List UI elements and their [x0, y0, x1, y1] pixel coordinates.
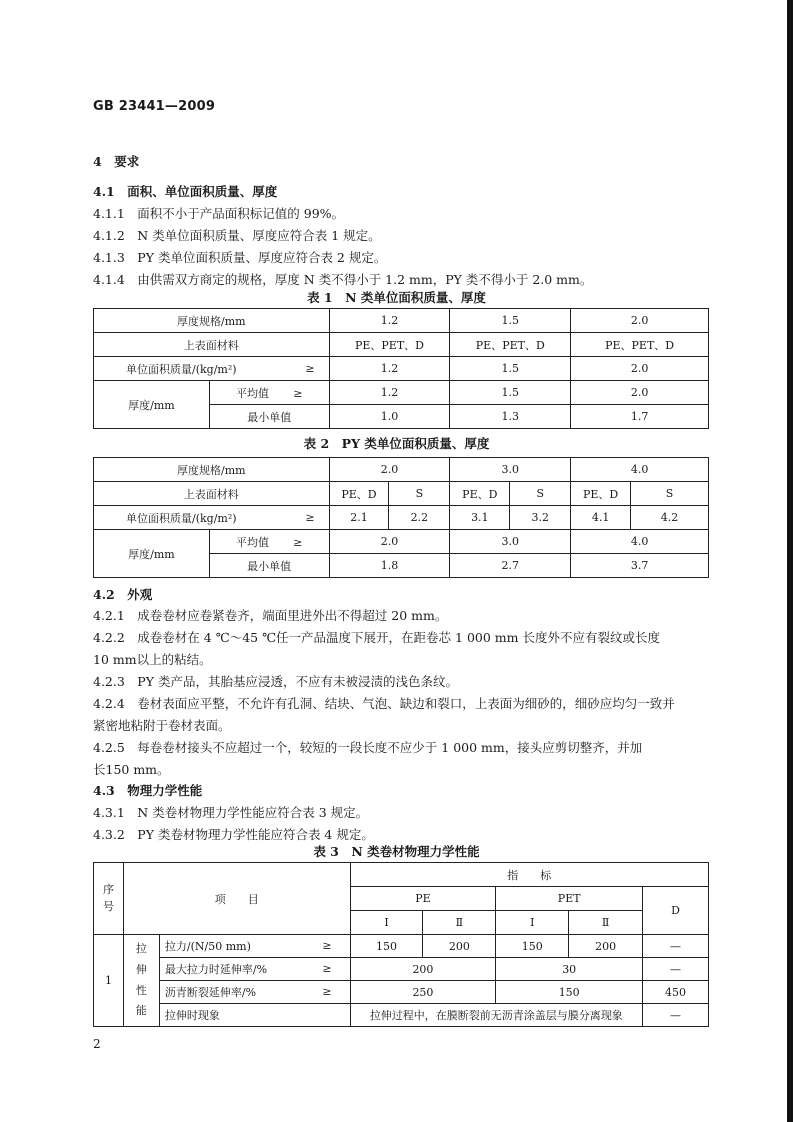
t3-cell: 拉伸过程中，在膜断裂前无沥青涂盖层与膜分离现象	[350, 1004, 643, 1027]
clause-4-2-5-cont: 长150 mm。	[93, 762, 170, 777]
t3-ge-sign: ≥	[322, 939, 332, 952]
t3-group-label	[123, 935, 159, 1027]
t3-cell: —	[643, 935, 709, 958]
t1-cell: PE、PET、D	[450, 333, 571, 357]
t1-ge-sign: ≥	[293, 386, 303, 400]
t3-cell: 200	[569, 935, 643, 958]
t3-grade-ii: Ⅱ	[569, 911, 643, 935]
standard-header: GB 23441—2009	[93, 99, 216, 114]
table-1	[93, 308, 709, 429]
clause-4-3-1: 4.3.1 N 类卷材物理力学性能应符合表 3 规定。	[93, 805, 369, 820]
t3-label-text: 拉力/(N/50 mm)	[164, 940, 251, 953]
t3-grade-i: Ⅰ	[496, 911, 569, 935]
t3-group-char: 伸	[135, 962, 147, 976]
t2-cell: S	[631, 482, 709, 506]
t3-label-text: 最大拉力时延伸率/%	[164, 963, 268, 976]
clause-4-2-4-cont: 紧密地粘附于卷材表面。	[93, 718, 231, 733]
section-4-1-title: 4.1 面积、单位面积质量、厚度	[93, 184, 278, 199]
t2-mass-text: 单位面积质量/(kg/m²)	[126, 511, 237, 525]
t3-grade-i: Ⅰ	[350, 911, 423, 935]
t3-seq-text: 序号	[102, 883, 114, 913]
t1-avg-label	[209, 381, 329, 405]
t2-cell: 3.0	[450, 530, 571, 554]
page-edge-bar	[787, 0, 793, 1122]
t2-cell: 2.0	[329, 458, 450, 482]
t2-cell: 2.7	[450, 554, 571, 578]
t1-cell: 2.0	[571, 381, 709, 405]
t2-ge-sign: ≥	[305, 511, 315, 524]
t2-cell: PE、D	[329, 482, 389, 506]
t2-cell: PE、D	[571, 482, 631, 506]
t3-cell: 450	[643, 981, 709, 1004]
t1-cell: 1.2	[329, 381, 450, 405]
t1-mass-text: 单位面积质量/(kg/m²)	[126, 362, 237, 376]
t2-avg-text: 平均值	[235, 535, 269, 549]
t3-group-char: 性	[135, 983, 147, 997]
t3-pe-header: PE	[350, 887, 496, 911]
t1-thickness-label: 厚度/mm	[94, 381, 210, 429]
t2-spec-label: 厚度规格/mm	[94, 458, 330, 482]
clause-4-1-4: 4.1.4 由供需双方商定的规格，厚度 N 类不得小于 1.2 mm，PY 类不得小于 2.0 mm。	[93, 272, 593, 287]
t3-group-char: 拉	[135, 941, 147, 955]
t3-asphalt-break-label	[159, 981, 350, 1004]
t3-item-header: 项 目	[123, 863, 350, 935]
t2-cell: 2.2	[389, 506, 450, 530]
t2-min-label: 最小单值	[209, 554, 329, 578]
section-4-2-title: 4.2 外观	[93, 587, 153, 602]
t1-cell: PE、PET、D	[329, 333, 450, 357]
table-1-caption: 表 1 N 类单位面积质量、厚度	[307, 290, 486, 305]
clause-4-1-3: 4.1.3 PY 类单位面积质量、厚度应符合表 2 规定。	[93, 250, 387, 265]
t2-cell: 4.2	[631, 506, 709, 530]
t3-cell: 150	[496, 935, 569, 958]
t1-cell: 1.5	[450, 381, 571, 405]
t3-cell: 150	[350, 935, 423, 958]
t1-cell: 1.7	[571, 405, 709, 429]
t1-cell: 2.0	[571, 309, 709, 333]
t2-cell: S	[510, 482, 571, 506]
table-3-caption: 表 3 N 类卷材物理力学性能	[313, 844, 480, 859]
t1-cell: PE、PET、D	[571, 333, 709, 357]
t1-cell: 2.0	[571, 357, 709, 381]
t2-cell: 4.0	[571, 530, 709, 554]
t3-cell: —	[643, 958, 709, 981]
clause-4-2-2-cont: 10 mm以上的粘结。	[93, 652, 212, 667]
t3-label-text: 沥青断裂延伸率/%	[164, 986, 257, 999]
t2-avg-label	[209, 530, 329, 554]
section-4-3-title: 4.3 物理力学性能	[93, 783, 203, 798]
page-number: 2	[93, 1037, 101, 1051]
t2-cell: 4.1	[571, 506, 631, 530]
clause-4-2-2: 4.2.2 成卷卷材在 4 ℃～45 ℃任一产品温度下展开，在距卷芯 1 000 mm 长度外不应有裂纹或长度	[93, 630, 660, 645]
t2-cell: 1.8	[329, 554, 450, 578]
t2-thickness-label: 厚度/mm	[94, 530, 210, 578]
t3-cell: 30	[496, 958, 643, 981]
t2-cell: 3.2	[510, 506, 571, 530]
t3-index-header: 指 标	[350, 863, 708, 887]
clause-4-3-2: 4.3.2 PY 类卷材物理力学性能应符合表 4 规定。	[93, 827, 374, 842]
t2-cell: 4.0	[571, 458, 709, 482]
clause-4-2-4: 4.2.4 卷材表面应平整，不允许有孔洞、结块、气泡、缺边和裂口，上表面为细砂的，细砂应均匀一致并	[93, 696, 675, 711]
t2-cell: 3.7	[571, 554, 709, 578]
table-2	[93, 457, 709, 578]
t2-cell: PE、D	[450, 482, 510, 506]
t3-row-number: 1	[94, 935, 124, 1027]
t3-cell: 200	[423, 935, 496, 958]
t1-material-label: 上表面材料	[94, 333, 330, 357]
t1-avg-text: 平均值	[236, 386, 269, 400]
t2-cell: 3.0	[450, 458, 571, 482]
t3-cell: 250	[350, 981, 496, 1004]
table-3	[93, 862, 709, 1027]
section-4-title: 4 要求	[93, 154, 140, 169]
t3-d-header: D	[643, 887, 709, 935]
t2-cell: 3.1	[450, 506, 510, 530]
t2-ge-sign: ≥	[293, 535, 303, 549]
t3-grade-ii: Ⅱ	[423, 911, 496, 935]
t3-cell: 200	[350, 958, 496, 981]
t2-cell: 2.1	[329, 506, 389, 530]
table-2-caption: 表 2 PY 类单位面积质量、厚度	[303, 436, 490, 451]
t1-cell: 1.5	[450, 309, 571, 333]
t1-cell: 1.0	[329, 405, 450, 429]
t3-tensile-label	[159, 935, 350, 958]
clause-4-2-5: 4.2.5 每卷卷材接头不应超过一个，较短的一段长度不应少于 1 000 mm，接头应剪切整齐，并加	[93, 740, 643, 755]
t1-cell: 1.5	[450, 357, 571, 381]
t1-cell: 1.2	[329, 357, 450, 381]
clause-4-1-2: 4.1.2 N 类单位面积质量、厚度应符合表 1 规定。	[93, 228, 381, 243]
t3-seq-header	[94, 863, 124, 935]
t1-spec-label: 厚度规格/mm	[94, 309, 330, 333]
t3-pet-header: PET	[496, 887, 643, 911]
t1-cell: 1.3	[450, 405, 571, 429]
t3-phenomenon-label: 拉伸时现象	[159, 1004, 350, 1027]
t1-ge-sign: ≥	[305, 362, 315, 375]
t3-ge-sign: ≥	[322, 985, 332, 998]
t1-cell: 1.2	[329, 309, 450, 333]
t3-elongation-max-label	[159, 958, 350, 981]
t3-group-char: 能	[135, 1004, 147, 1018]
clause-4-1-1: 4.1.1 面积不小于产品面积标记值的 99%。	[93, 206, 345, 221]
clause-4-2-3: 4.2.3 PY 类产品，其胎基应浸透，不应有未被浸渍的浅色条纹。	[93, 674, 458, 689]
t3-cell: 150	[496, 981, 643, 1004]
t1-mass-label	[94, 357, 330, 381]
t2-mass-label	[94, 506, 330, 530]
t3-ge-sign: ≥	[322, 962, 332, 975]
t2-cell: 2.0	[329, 530, 450, 554]
t1-min-label: 最小单值	[209, 405, 329, 429]
t2-material-label: 上表面材料	[94, 482, 330, 506]
clause-4-2-1: 4.2.1 成卷卷材应卷紧卷齐，端面里进外出不得超过 20 mm。	[93, 608, 448, 623]
t3-cell: —	[643, 1004, 709, 1027]
t2-cell: S	[389, 482, 450, 506]
